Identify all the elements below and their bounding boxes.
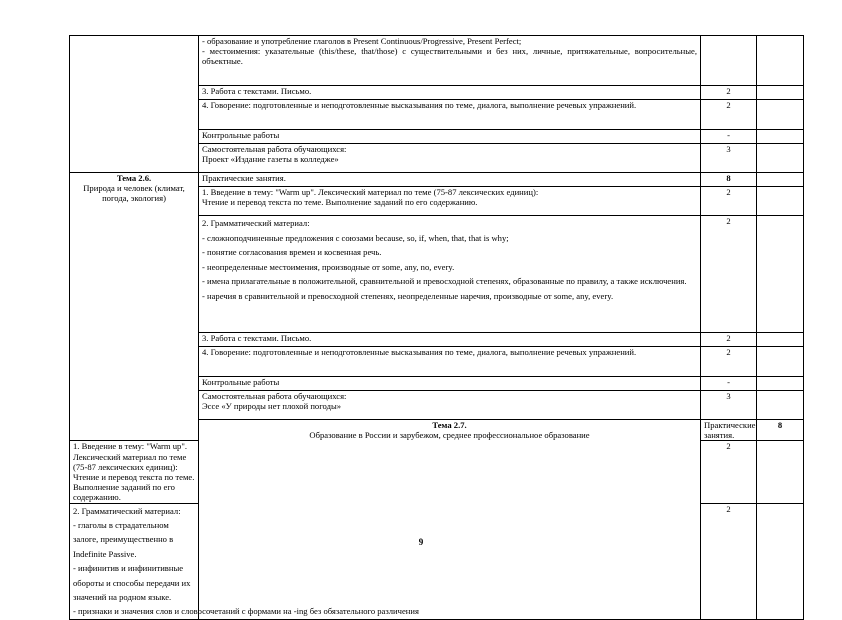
hours-cell: 2 xyxy=(701,347,757,377)
content-cell xyxy=(199,36,701,86)
content-cell: 3. Работа с текстами. Письмо. xyxy=(199,333,701,347)
level-cell xyxy=(757,216,804,333)
content-line: Чтение и перевод текста по теме. Выполнение заданий по его содержанию. xyxy=(73,472,195,503)
content-cell xyxy=(70,441,199,503)
content-cell: 4. Говорение: подготовленные и неподготовленные высказывания по теме, диалога, выполнение речевых упражнений. xyxy=(199,100,701,130)
topic-title: Тема 2.7. xyxy=(432,420,467,430)
content-cell: 3. Работа с текстами. Письмо. xyxy=(199,86,701,100)
hours-cell: 2 xyxy=(701,503,757,619)
hours-cell: 8 xyxy=(701,173,757,187)
level-cell xyxy=(757,187,804,216)
hours-cell: 2 xyxy=(701,187,757,216)
content-line: - понятие согласования времен и косвенная речь. xyxy=(202,247,382,258)
table-row xyxy=(70,36,804,86)
hours-cell: 2 xyxy=(701,441,757,503)
topic-title: Тема 2.6. xyxy=(116,173,152,183)
curriculum-table xyxy=(69,35,804,620)
content-line: - местоимения: указательные (this/these, that/those) с существительными и без них, личные, притяжательные, вопросительные, объектные. xyxy=(202,46,697,67)
level-cell xyxy=(757,86,804,100)
topic-cell xyxy=(199,420,701,620)
hours-cell: 3 xyxy=(701,391,757,420)
level-cell xyxy=(757,503,804,619)
hours-cell: - xyxy=(701,130,757,144)
content-line: - наречия в сравнительной и превосходной степенях, неопределенные наречия, производные от some, any, every. xyxy=(202,290,614,301)
content-line: 1. Введение в тему: "Warm up". Лексический материал по теме (75-87 лексических единиц): xyxy=(202,187,539,197)
content-line: Самостоятельная работа обучающихся: xyxy=(202,391,347,401)
content-line: 1. Введение в тему: "Warm up". Лексический материал по теме (75-87 лексических единиц): xyxy=(73,441,188,472)
topic-cell xyxy=(70,173,199,441)
content-line: Проект «Издание газеты в колледже» xyxy=(202,154,339,165)
table-row xyxy=(70,173,804,187)
content-line: Чтение и перевод текста по теме. Выполнение заданий по его содержанию. xyxy=(202,197,478,208)
topic-cell-empty xyxy=(70,36,199,173)
content-cell xyxy=(199,391,701,420)
level-cell xyxy=(757,441,804,503)
content-cell xyxy=(70,503,419,619)
level-cell xyxy=(757,100,804,130)
hours-cell: 2 xyxy=(701,100,757,130)
content-cell: Контрольные работы xyxy=(199,130,701,144)
content-line: Самостоятельная работа обучающихся: xyxy=(202,144,347,154)
hours-cell: 8 xyxy=(757,420,804,441)
hours-cell: 2 xyxy=(701,216,757,333)
content-line: - глаголы в страдательном залоге, преимущественно в Indefinite Passive. xyxy=(73,520,174,559)
content-cell xyxy=(199,144,701,173)
hours-cell: 3 xyxy=(701,144,757,173)
content-line: - имена прилагательные в положительной, сравнительной и превосходной степенях, образованные по правилу, а также исключения. xyxy=(202,276,687,287)
hours-cell: 2 xyxy=(701,86,757,100)
content-cell: Контрольные работы xyxy=(199,377,701,391)
practical-cell: Практические занятия. xyxy=(199,173,701,187)
content-cell: 4. Говорение: подготовленные и неподготовленные высказывания по теме, диалога, выполнение речевых упражнений. xyxy=(199,347,701,377)
topic-subtitle: Природа и человек (климат, погода, экология) xyxy=(83,183,185,204)
content-line: - образование и употребление глаголов в Present Continuous/Progressive, Present Perfect; xyxy=(202,36,522,46)
content-cell xyxy=(199,216,701,333)
level-cell xyxy=(757,391,804,420)
level-cell xyxy=(757,144,804,173)
content-line: - признаки и значения слов и словосочетаний с формами на -ing без обязательного различения xyxy=(73,606,419,617)
level-cell xyxy=(757,36,804,86)
page-number: 9 xyxy=(418,537,424,547)
content-line: 2. Грамматический материал: xyxy=(73,505,181,516)
hours-cell xyxy=(701,36,757,86)
content-line: 2. Грамматический материал: xyxy=(202,218,310,228)
level-cell xyxy=(757,130,804,144)
content-line: Эссе «У природы нет плохой погоды» xyxy=(202,401,342,412)
level-cell xyxy=(757,377,804,391)
hours-cell: 2 xyxy=(701,333,757,347)
content-line: - инфинитив и инфинитивные обороты и способы передачи их значений на родном языке. xyxy=(73,563,191,603)
content-cell xyxy=(199,187,701,216)
practical-cell: Практические занятия. xyxy=(701,420,757,441)
content-line: - неопределенные местоимения, производные от some, any, no, every. xyxy=(202,261,455,272)
level-cell xyxy=(757,333,804,347)
topic-subtitle: Образование в России и зарубежом, среднее профессиональное образование xyxy=(309,430,590,441)
level-cell xyxy=(757,173,804,187)
content-line: - сложноподчиненные предложения с союзами because, so, if, when, that, that is why; xyxy=(202,232,509,243)
hours-cell: - xyxy=(701,377,757,391)
level-cell xyxy=(757,347,804,377)
